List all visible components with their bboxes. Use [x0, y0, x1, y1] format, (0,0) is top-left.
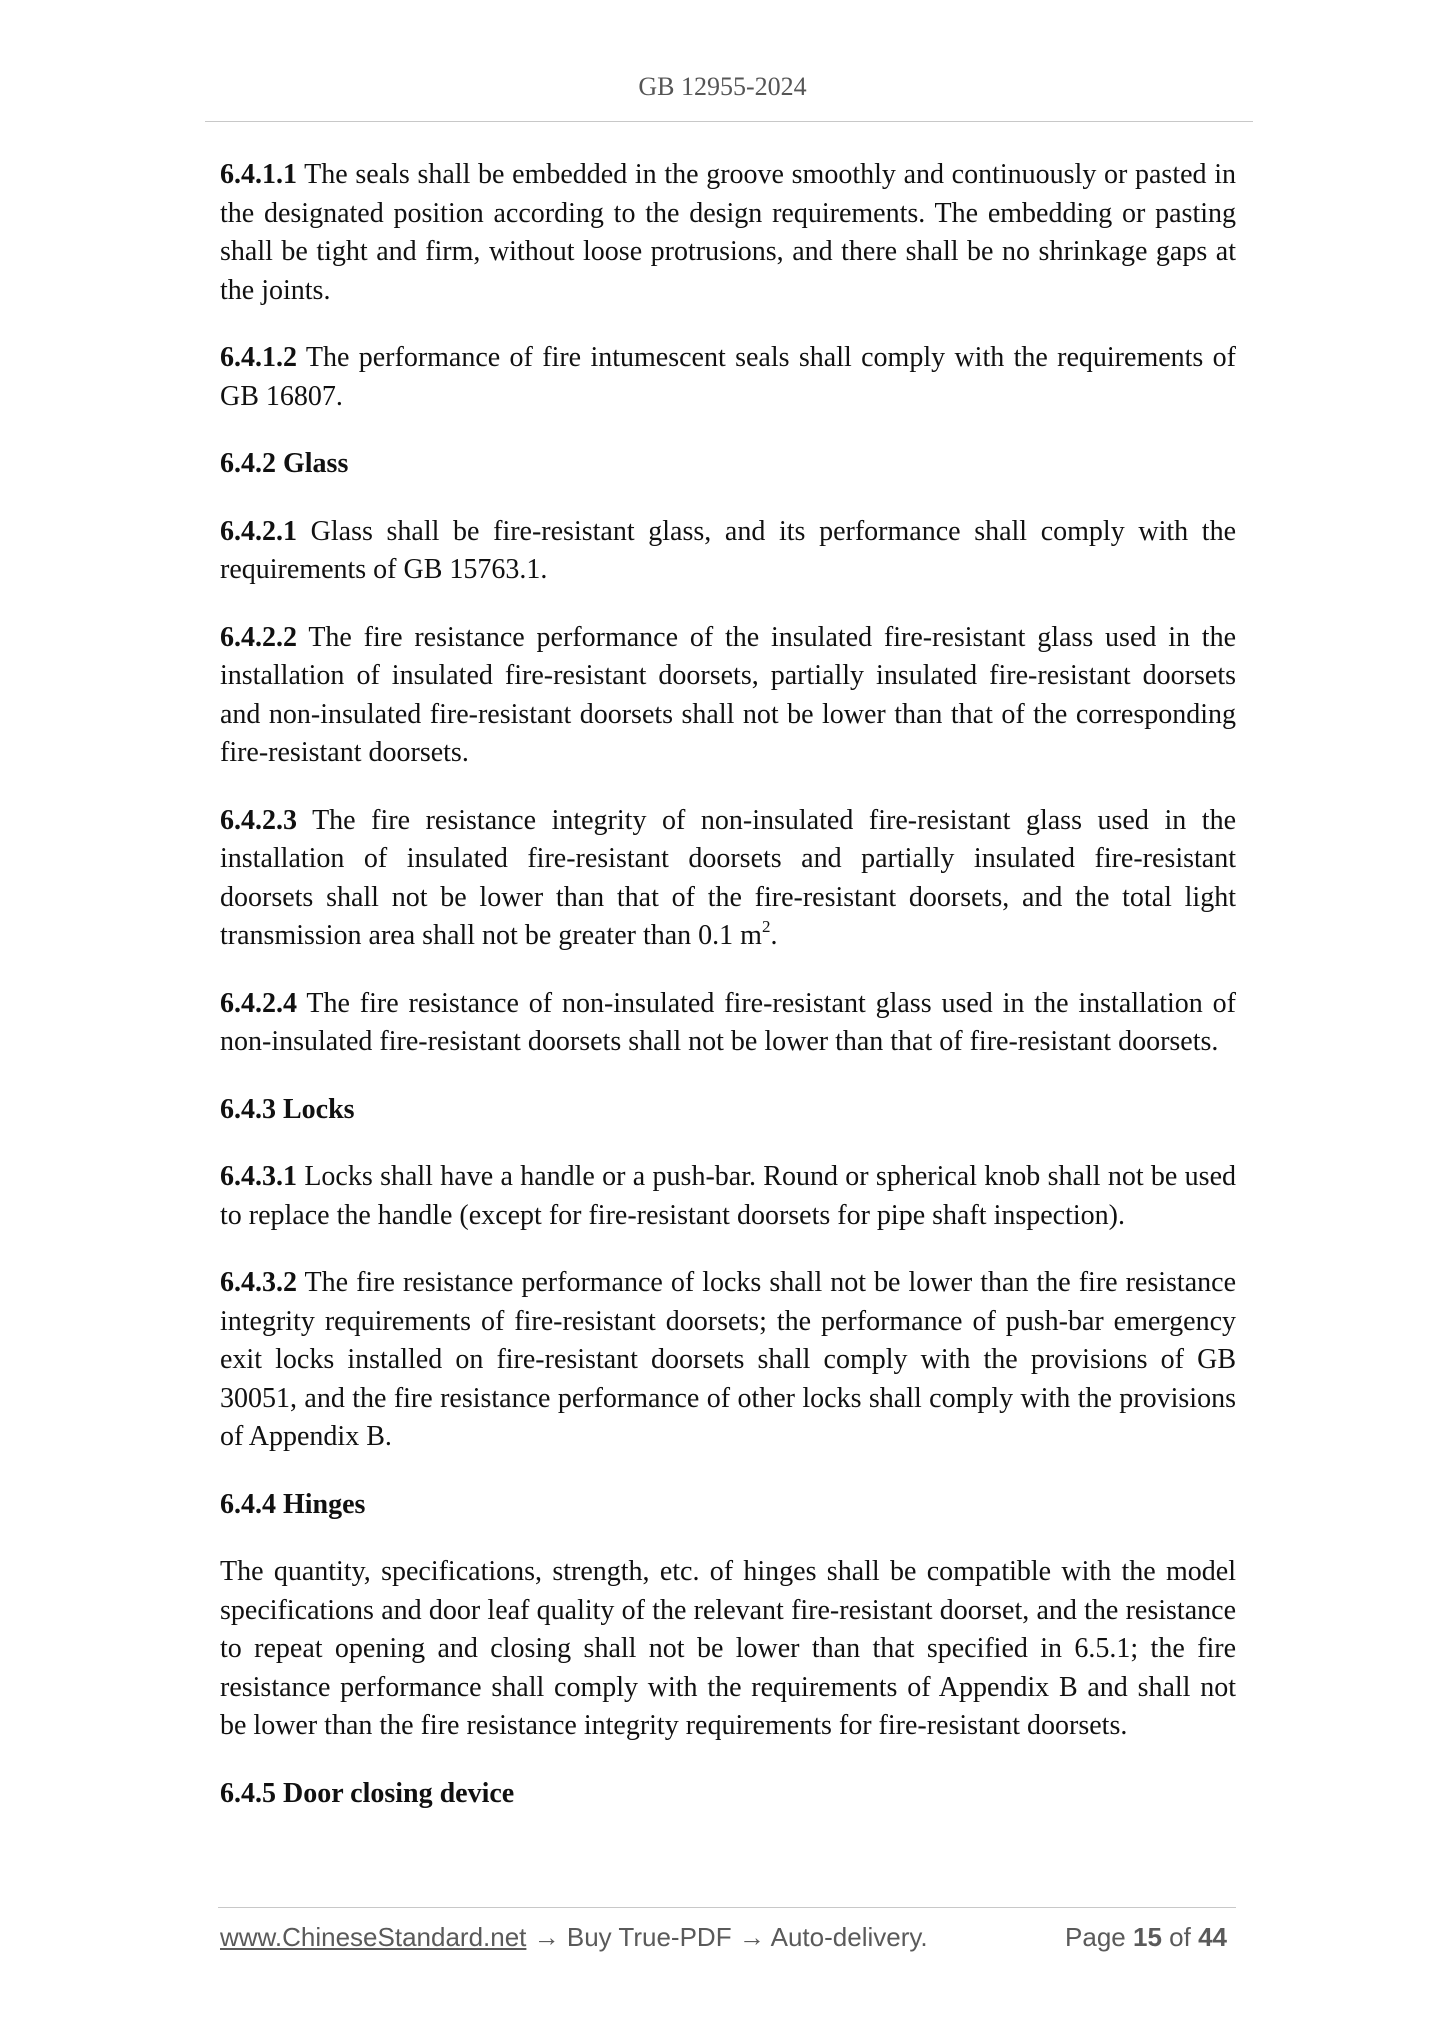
page-indicator	[1065, 1922, 1227, 1953]
clause-number: 6.4.2.4	[220, 987, 297, 1019]
clause-number: 6.4.1.2	[220, 342, 297, 373]
footer-divider	[218, 1907, 1236, 1908]
delivery-text: Auto-delivery.	[770, 1922, 928, 1952]
header-divider	[205, 121, 1253, 122]
heading-6-4-5: 6.4.5 Door closing device	[220, 1777, 515, 1809]
total-pages: 44	[1198, 1922, 1227, 1952]
clause-number: 6.4.2.2	[220, 621, 297, 653]
clause-text: The seals shall be embedded in the groove smoothly and continuously or pasted in the designated position according to the design requirements. The embedding or pasting shall be tight and firm, without loose protrusions, and there shall be no shrinkage gaps at the joints.	[220, 159, 1236, 306]
clause-number: 6.4.3.1	[220, 1161, 297, 1192]
clause-text: The fire resistance performance of the insulated fire-resistant glass used in the installation of insulated fire-resistant doorsets, partially insulated fire-resistant doorsets and non-insulated fire-resistant doorsets shall not be lower than that of the corresponding fire-resistant doorsets.	[220, 621, 1236, 768]
heading-6-4-2: 6.4.2 Glass	[220, 448, 349, 479]
clause-text: Glass shall be fire-resistant glass, and its performance shall comply with the requirements of GB 15763.1.	[220, 515, 1236, 585]
clause-number: 6.4.2.3	[220, 804, 297, 836]
clause-6-4-3-1	[220, 1158, 1236, 1235]
buy-text: Buy True-PDF	[566, 1922, 732, 1952]
clause-6-4-2-4	[220, 985, 1236, 1062]
clause-text-end: .	[770, 920, 778, 951]
heading-6-4-4: 6.4.4 Hinges	[220, 1488, 366, 1520]
clause-6-4-2-2	[220, 619, 1236, 773]
clause-6-4-3-2	[220, 1264, 1236, 1457]
clause-text: Locks shall have a handle or a push-bar. Round or spherical knob shall not be used to replace the handle (except for fire-resistant doorsets for pipe shaft inspection).	[220, 1161, 1237, 1231]
footer	[220, 1922, 1236, 1958]
page-number: 15	[1133, 1922, 1162, 1952]
arrow-icon: →	[738, 1922, 765, 1952]
clause-6-4-2-3	[220, 802, 1236, 956]
clause-text: The fire resistance of non-insulated fire-resistant glass used in the installation of non-insulated fire-resistant doorsets shall not be lower than that of fire-resistant doorsets.	[220, 987, 1236, 1057]
clause-6-4-2-1	[220, 513, 1236, 590]
clause-6-4-4-text: The quantity, specifications, strength, etc. of hinges shall be compatible with the model specifications and door leaf quality of the relevant fire-resistant doorset, and the resistance to repeat opening and closing shall not be lower than that specified in 6.5.1; the fire resistance performance shall comply with the requirements of Appendix B and shall not be lower than the fire resistance integrity requirements for fire-resistant doorsets.	[220, 1556, 1236, 1741]
clause-6-4-1-2	[220, 339, 1236, 416]
clause-number: 6.4.3.2	[220, 1267, 297, 1298]
heading-6-4-3: 6.4.3 Locks	[220, 1093, 355, 1125]
page-label: Page	[1065, 1922, 1126, 1952]
clause-text: The performance of fire intumescent seals shall comply with the requirements of GB 16807.	[220, 342, 1236, 412]
clause-number: 6.4.1.1	[220, 159, 297, 190]
footer-promo	[220, 1922, 928, 1953]
of-label: of	[1169, 1922, 1191, 1952]
website-link[interactable]: www.ChineseStandard.net	[220, 1922, 527, 1952]
header-title: GB 12955-2024	[638, 72, 807, 101]
clause-text: The fire resistance performance of locks shall not be lower than the fire resistance integrity requirements of fire-resistant doorsets; the performance of push-bar emergency exit locks installed on fire-resistant doorsets shall comply with the provisions of GB 30051, and the fire resistance performance of other locks shall comply with the provisions of Appendix B.	[220, 1267, 1236, 1452]
document-body	[220, 156, 1236, 1842]
clause-text: The fire resistance integrity of non-insulated fire-resistant glass used in the installation of insulated fire-resistant doorsets and partially insulated fire-resistant doorsets shall not be lower than that of the fire-resistant doorsets, and the total light transmission area shall not be greater than 0.1 m	[220, 804, 1236, 951]
clause-6-4-1-1	[220, 156, 1236, 310]
superscript: 2	[761, 916, 771, 936]
clause-number: 6.4.2.1	[220, 515, 297, 547]
arrow-icon: →	[533, 1922, 560, 1952]
